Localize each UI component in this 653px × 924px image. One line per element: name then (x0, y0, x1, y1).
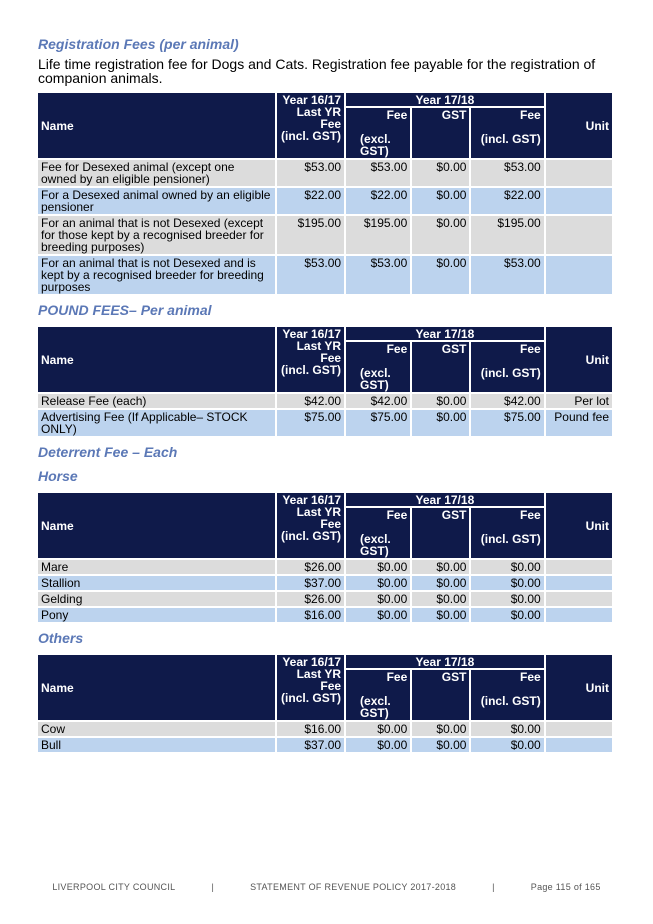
footer-separator: | (492, 882, 495, 892)
cell-name: Cow (38, 722, 275, 736)
cell-fee-excl-gst: $0.00 (346, 608, 410, 622)
cell-last-year-fee: $53.00 (277, 160, 344, 186)
fee-label: Fee (386, 108, 408, 122)
this-year-header: Year 17/18 (346, 493, 544, 506)
cell-fee-incl-gst: $75.00 (471, 410, 543, 436)
this-year-header: Year 17/18 (346, 93, 544, 106)
cell-gst: $0.00 (412, 560, 469, 574)
cell-fee-excl-gst: $0.00 (346, 592, 410, 606)
cell-unit (546, 738, 612, 752)
cell-name: Fee for Desexed animal (except one owned by an eligible pensioner) (38, 160, 275, 186)
cell-last-year-fee: $22.00 (277, 188, 344, 214)
cell-unit (546, 576, 612, 590)
cell-name: For a Desexed animal owned by an eligible pensioner (38, 188, 275, 214)
cell-fee-excl-gst: $75.00 (346, 410, 410, 436)
table-row (38, 576, 612, 590)
cell-unit (546, 216, 612, 254)
cell-name: Release Fee (each) (38, 394, 275, 408)
last-year-label: Year 16/17 (282, 93, 342, 107)
cell-fee-incl-gst: $0.00 (471, 608, 543, 622)
table-header (38, 493, 612, 558)
last-yr-fee-label: Last YR Fee (296, 505, 342, 531)
table-row (38, 560, 612, 574)
fee-label: Fee (520, 108, 541, 122)
cell-fee-excl-gst: $195.00 (346, 216, 410, 254)
cell-fee-incl-gst: $0.00 (471, 722, 543, 736)
others-heading: Others (38, 630, 84, 646)
last-year-label: Year 16/17 (282, 493, 342, 507)
registration-intro: Life time registration fee for Dogs and Cats. Registration fee payable for the registration of companion animals. (38, 56, 596, 86)
cell-unit (546, 256, 612, 294)
table-row (38, 608, 612, 622)
last-yr-fee-label: Last YR Fee (296, 339, 342, 365)
footer-doc-title: STATEMENT OF REVENUE POLICY 2017-2018 (250, 882, 457, 892)
table-row (38, 188, 612, 214)
col-last-year-header (277, 327, 344, 392)
fee-label: Fee (386, 342, 408, 356)
this-year-header: Year 17/18 (346, 655, 544, 668)
col-fee-excl-header (346, 508, 410, 558)
col-name-header: Name (38, 93, 275, 158)
cell-fee-excl-gst: $22.00 (346, 188, 410, 214)
col-fee-incl-header (471, 670, 543, 720)
col-gst-header: GST (412, 508, 469, 558)
footer-org: LIVERPOOL CITY COUNCIL (52, 882, 176, 892)
col-fee-excl-header (346, 342, 410, 392)
cell-fee-incl-gst: $53.00 (471, 160, 543, 186)
cell-unit: Per lot (546, 394, 612, 408)
fee-label: Fee (386, 508, 408, 522)
incl-gst-label: (incl. GST) (480, 532, 541, 546)
horse-subheading: Horse (38, 468, 78, 484)
col-fee-incl-header (471, 108, 543, 158)
registration-fee-table (36, 91, 614, 296)
col-name-header: Name (38, 493, 275, 558)
registration-heading: Registration Fees (per animal) (38, 36, 239, 52)
cell-fee-incl-gst: $0.00 (471, 560, 543, 574)
fee-label: Fee (386, 670, 408, 684)
table-row (38, 256, 612, 294)
cell-fee-excl-gst: $0.00 (346, 576, 410, 590)
col-last-year-header (277, 655, 344, 720)
cell-unit: Pound fee (546, 410, 612, 436)
pound-fee-table (36, 325, 614, 438)
cell-name: Stallion (38, 576, 275, 590)
cell-fee-incl-gst: $195.00 (471, 216, 543, 254)
col-last-year-header (277, 493, 344, 558)
col-unit-header: Unit (546, 655, 612, 720)
col-gst-header: GST (412, 670, 469, 720)
table-row (38, 722, 612, 736)
excl-gst-label: (excl. GST) (360, 132, 391, 158)
cell-gst: $0.00 (412, 160, 469, 186)
cell-unit (546, 722, 612, 736)
cell-fee-excl-gst: $0.00 (346, 738, 410, 752)
col-fee-incl-header (471, 508, 543, 558)
cell-name: Gelding (38, 592, 275, 606)
table-row (38, 160, 612, 186)
cell-last-year-fee: $37.00 (277, 576, 344, 590)
table-row (38, 592, 612, 606)
cell-last-year-fee: $53.00 (277, 256, 344, 294)
cell-gst: $0.00 (412, 738, 469, 752)
document-page (38, 36, 616, 754)
cell-name: Mare (38, 560, 275, 574)
cell-fee-excl-gst: $0.00 (346, 560, 410, 574)
others-fee-table (36, 653, 614, 754)
cell-fee-incl-gst: $0.00 (471, 576, 543, 590)
cell-unit (546, 188, 612, 214)
incl-gst-label: (incl. GST) (281, 529, 342, 543)
cell-name: For an animal that is not Desexed and is kept by a recognised breeder for breeding purposes (38, 256, 275, 294)
excl-gst-label: (excl. GST) (360, 532, 391, 558)
cell-fee-incl-gst: $42.00 (471, 394, 543, 408)
cell-name: Pony (38, 608, 275, 622)
cell-last-year-fee: $42.00 (277, 394, 344, 408)
incl-gst-label: (incl. GST) (480, 366, 541, 380)
col-unit-header: Unit (546, 93, 612, 158)
cell-fee-incl-gst: $0.00 (471, 738, 543, 752)
cell-last-year-fee: $26.00 (277, 560, 344, 574)
table-row (38, 216, 612, 254)
cell-name: For an animal that is not Desexed (except for those kept by a recognised breeder for breeding purposes) (38, 216, 275, 254)
cell-gst: $0.00 (412, 394, 469, 408)
cell-gst: $0.00 (412, 256, 469, 294)
last-yr-fee-label: Last YR Fee (296, 667, 342, 693)
cell-last-year-fee: $16.00 (277, 722, 344, 736)
cell-fee-incl-gst: $22.00 (471, 188, 543, 214)
page-footer (0, 882, 653, 892)
cell-fee-excl-gst: $53.00 (346, 256, 410, 294)
footer-separator: | (211, 882, 215, 892)
cell-last-year-fee: $26.00 (277, 592, 344, 606)
pound-heading: POUND FEES– Per animal (38, 302, 212, 318)
cell-unit (546, 592, 612, 606)
cell-fee-incl-gst: $53.00 (471, 256, 543, 294)
table-row (38, 738, 612, 752)
cell-last-year-fee: $75.00 (277, 410, 344, 436)
cell-last-year-fee: $195.00 (277, 216, 344, 254)
col-gst-header: GST (412, 108, 469, 158)
cell-unit (546, 160, 612, 186)
cell-gst: $0.00 (412, 722, 469, 736)
cell-fee-excl-gst: $0.00 (346, 722, 410, 736)
cell-gst: $0.00 (412, 188, 469, 214)
fee-label: Fee (520, 508, 541, 522)
cell-name: Bull (38, 738, 275, 752)
fee-label: Fee (520, 670, 541, 684)
cell-gst: $0.00 (412, 576, 469, 590)
table-row (38, 410, 612, 436)
incl-gst-label: (incl. GST) (281, 363, 342, 377)
col-gst-header: GST (412, 342, 469, 392)
cell-name: Advertising Fee (If Applicable– STOCK ONLY) (38, 410, 275, 436)
cell-unit (546, 608, 612, 622)
col-fee-incl-header (471, 342, 543, 392)
cell-gst: $0.00 (412, 608, 469, 622)
col-fee-excl-header (346, 108, 410, 158)
incl-gst-label: (incl. GST) (480, 132, 541, 146)
footer-page-number: Page 115 of 165 (530, 882, 601, 892)
table-header (38, 93, 612, 158)
table-row (38, 394, 612, 408)
last-year-label: Year 16/17 (282, 327, 342, 341)
cell-gst: $0.00 (412, 592, 469, 606)
cell-last-year-fee: $37.00 (277, 738, 344, 752)
cell-gst: $0.00 (412, 216, 469, 254)
last-year-label: Year 16/17 (282, 655, 342, 669)
last-yr-fee-label: Last YR Fee (296, 105, 342, 131)
cell-fee-excl-gst: $53.00 (346, 160, 410, 186)
table-header (38, 327, 612, 392)
col-name-header: Name (38, 327, 275, 392)
excl-gst-label: (excl. GST) (360, 694, 391, 720)
deterrent-heading: Deterrent Fee – Each (38, 444, 178, 460)
col-unit-header: Unit (546, 327, 612, 392)
this-year-header: Year 17/18 (346, 327, 544, 340)
excl-gst-label: (excl. GST) (360, 366, 391, 392)
cell-fee-incl-gst: $0.00 (471, 592, 543, 606)
col-fee-excl-header (346, 670, 410, 720)
cell-unit (546, 560, 612, 574)
incl-gst-label: (incl. GST) (281, 129, 342, 143)
col-name-header: Name (38, 655, 275, 720)
incl-gst-label: (incl. GST) (281, 691, 342, 705)
cell-fee-excl-gst: $42.00 (346, 394, 410, 408)
col-unit-header: Unit (546, 493, 612, 558)
table-header (38, 655, 612, 720)
fee-label: Fee (520, 342, 541, 356)
col-last-year-header (277, 93, 344, 158)
cell-last-year-fee: $16.00 (277, 608, 344, 622)
cell-gst: $0.00 (412, 410, 469, 436)
horse-fee-table (36, 491, 614, 624)
incl-gst-label: (incl. GST) (480, 694, 541, 708)
